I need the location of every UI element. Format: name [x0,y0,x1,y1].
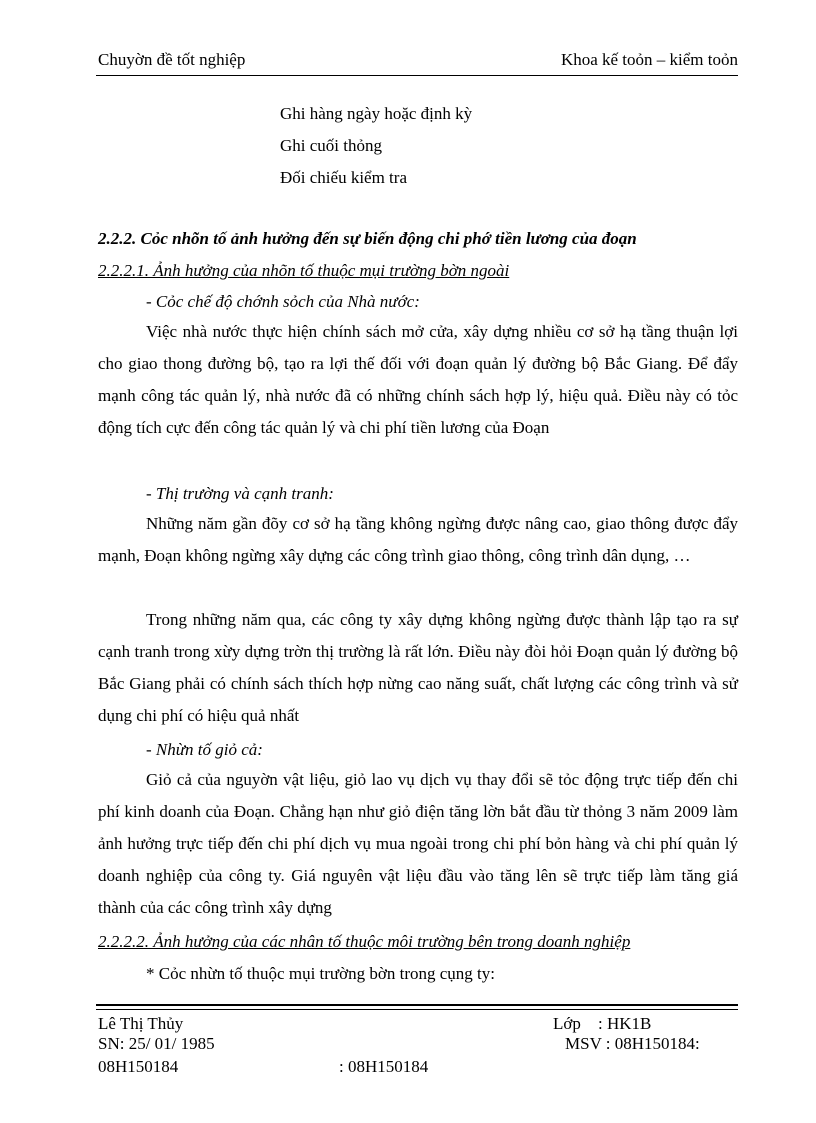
step-monthly: Ghi cuối thỏng [280,136,382,155]
price-heading: - Nhừn tố giỏ cả: [146,740,263,759]
header-right: Khoa kế toỏn – kiểm toỏn [560,50,738,69]
section-title: 2.2.2. Cỏc nhõn tố ảnh hưởng đến sự biến động chi phớ tiền lương của đoạn [98,229,637,248]
date-of-birth: SN: 25/ 01/ 1985 [98,1034,215,1053]
policy-heading: - Cỏc chế độ chớnh sỏch của Nhà nước: [146,292,420,311]
code-right: : 08H150184 [339,1057,429,1076]
footer-rule-bottom [96,1009,738,1010]
header-left: Chuyờn đề tốt nghiệp [98,50,246,69]
class-label: Lớp [553,1014,581,1033]
footer-rule-top [96,1004,738,1006]
step-reconcile: Đối chiếu kiểm tra [280,168,407,187]
market-paragraph-1: Những năm gần đõy cơ sở hạ tầng không ngừng được nâng cao, giao thông được đẩy mạnh, Đoạn không ngừng xây dựng các công trình giao thông, công trình dân dụng, … [98,514,738,565]
policy-paragraph: Việc nhà nước thực hiện chính sách mở cửa, xây dựng nhiều cơ sở hạ tầng thuận lợi cho giao thong đường bộ, tạo ra lợi thế đối với đoạn quản lý đường bộ Bắc Giang. Để đẩy mạnh công tác quản lý, nhà nước đã có những chính sách hợp lý, hiệu quả. Điều này có tỏc động tích cực đến công tác quản lý và chi phí tiền lương của Đoạn [98,322,738,437]
market-paragraph-2: Trong những năm qua, các công ty xây dựng không ngừng được thành lập tạo ra sự cạnh tranh trong xừy dựng trờn thị trường là rất lớn. Điều này đòi hỏi Đoạn quản lý đường bộ Bắc Giang phải có chính sách thích hợp nừng cao năng suất, chất lượng các công trình và sử dụng chi phí có hiệu quả nhất [98,610,738,725]
internal-factors-heading: * Cỏc nhừn tố thuộc mụi trường bờn trong cụng ty: [146,964,495,983]
subsection-2-title: 2.2.2.2. Ảnh hưởng của các nhân tố thuộc môi trường bên trong doanh nghiệp [98,932,631,951]
market-heading: - Thị trường và cạnh tranh: [146,484,334,503]
step-daily: Ghi hàng ngày hoặc định kỳ [280,104,473,123]
class-value: : HK1B [598,1014,652,1033]
code-left: 08H150184 [98,1057,179,1076]
author-name: Lê Thị Thủy [98,1014,184,1033]
process-steps [280,98,472,194]
student-id: MSV : 08H150184: [565,1034,700,1053]
header-rule [96,75,738,76]
price-paragraph: Giỏ cả của nguyờn vật liệu, giỏ lao vụ dịch vụ thay đổi sẽ tỏc động trực tiếp đến chi phí kinh doanh của Đoạn. Chẳng hạn như giỏ điện tăng lờn bắt đầu từ thỏng 3 năm 2009 làm ảnh hưởng trực tiếp đến chi phí dịch vụ mua ngoài trong chi phí bỏn hàng và chi phí quản lý doanh nghiệp của công ty. Giá nguyên vật liệu đầu vào tăng lên sẽ trực tiếp làm tăng giá thành của các công trình xây dựng [98,770,738,917]
subsection-1-title: 2.2.2.1. Ảnh hưởng của nhõn tố thuộc mụi trường bờn ngoài [98,261,510,280]
